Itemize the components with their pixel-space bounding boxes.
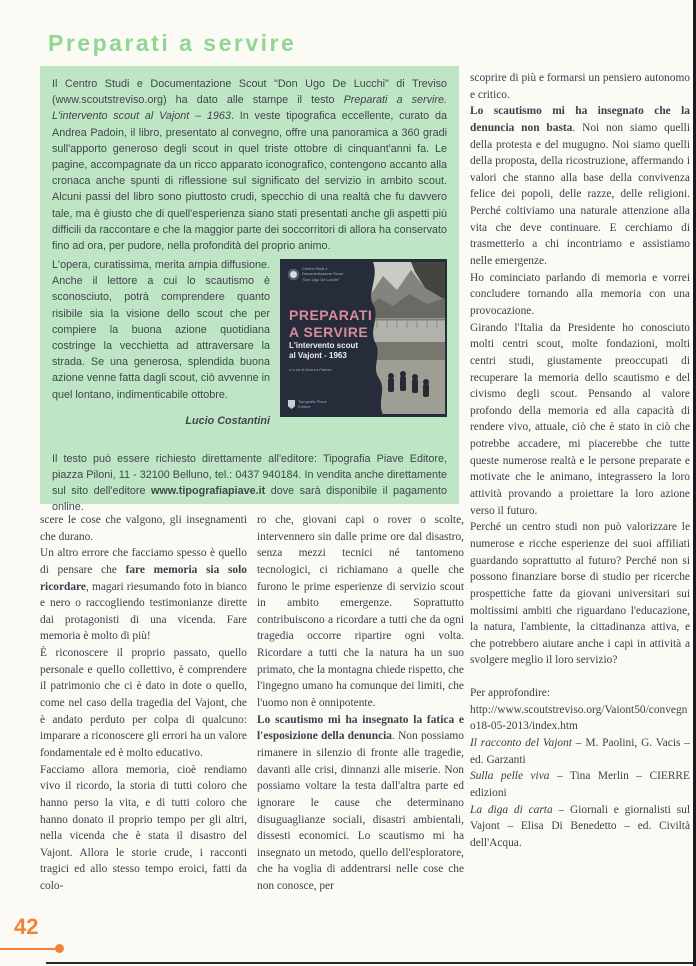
cover-title-line: PREPARATI <box>289 307 373 324</box>
cover-curator-line: a cura di Andrea Padoin <box>289 367 332 373</box>
opera-text-block <box>52 257 270 437</box>
paragraph: Lo scautismo mi ha insegnato la fatica e l'esposizione della denuncia. Non possiamo rimanere in silenzio di fronte alle tragedie, davanti alle crisi, dinnanzi alle miserie. Non possiamo voltare la testa dall'altra parte ed ignorare le cause che determinano disuguaglianze sociali, disastri ambientali, dissesti economici. Lo scautismo mi ha insegnato un metodo, quello dell'esploratore, che ha voglia di addentrarsi nelle cose che non conosce, per <box>257 713 464 893</box>
paragraph: Lo scautismo mi ha insegnato che la denuncia non basta. Noi non siamo quelli della protesta e del mugugno. Noi siamo quelli della proposta, della ricostruzione, affermando i valori che stanno alla base della convivenza felice dei popoli, delle razze, delle religioni. Perché coltiviamo una naturale attenzione alla vita che deve continuare. E cerchiamo di trasmetterlo a chi incontriamo e assistiamo nelle emergenze. <box>470 105 691 268</box>
cover-org-line: Documentazione Scout <box>302 271 344 277</box>
reference-item: Sulla pelle viva – Tina Merlin – CIERRE edizioni <box>470 770 690 799</box>
paragraph: scere le cose che valgono, gli insegnamenti che durano. <box>40 514 247 543</box>
paragraph: Ho cominciato parlando di memoria e vorrei concludere tornando alla memoria con una provocazione. <box>470 271 690 317</box>
paragraph: scoprire di più e formarsi un pensiero autonomo e critico. <box>470 72 690 101</box>
opera-paragraph: L'opera, curatissima, merita ampia diffusione. Anche il lettore a cui lo scautismo è sconosciuto, potrà comprendere quanto risibile sia la visione dello scout che per compiere la buona azione quotidiana costringe la vecchietta ad attraversare la strada. Se una generosa, splendida buona azione venne fatta dagli scout, ciò avvenne in quel lontano, indimenticabile ottobre. <box>52 259 270 401</box>
publisher-line: Tipografia Piave <box>298 398 327 404</box>
article-highlight-box <box>40 66 459 514</box>
paragraph: È riconoscere il proprio passato, quello personale e quello collettivo, è comprendere il patrimonio che ci è dato in dote o quello, come nel caso della tragedia del Vajont, che è andato perduto per colpa di qualcuno: imparare a riconoscere gli errori ha un valore fondamentale ed è molto educativo. <box>40 647 247 759</box>
cover-subtitle-line: al Vajont - 1963 <box>289 351 347 361</box>
publisher-logo-icon <box>288 400 295 409</box>
cover-org-line: Centro Studi e <box>302 266 328 272</box>
page-number: 42 <box>14 914 39 939</box>
article-intro-paragraph: Il Centro Studi e Documentazione Scout "Don Ugo De Lucchi" di Treviso (www.scoutstreviso.org) ha dato alle stampe il testo Preparati a servire. L'intervento scout al Vajont – 1963. In veste tipografica eccellente, curato da Andrea Padoin, il libro, presentato al convegno, offre una panoramica a 360 gradi sull'apporto generoso degli scout in quel triste ottobre di cinquant'anni fa. Le pagine, accompagnate da un ricco apparato iconografico, contengono accanto alla cronaca anche spunti di riflessione sul significato del servizio in ambito scout. Alcuni passi del libro sono piuttosto crudi, specchio di una realtà che fu davvero tale, ma è giusto che di quell'esperienza siano stati presentati anche gli aspetti più difficili da raccontare e che la maggior parte dei soccorritori di allora ha conservato fino ad ora, per pudore, nella profondità del proprio animo. <box>52 78 447 252</box>
publisher-text <box>298 399 327 410</box>
further-reading-heading: Per approfondire: <box>470 687 551 700</box>
cover-title <box>289 307 372 340</box>
cover-org-header <box>288 266 343 282</box>
text-column-1 <box>40 512 247 895</box>
paragraph: Girando l'Italia da Presidente ho conosciuto molti centri scout, molte fondazioni, molti centri studi, giustamente preoccupati di recuperare la memoria dello scautismo e del civismo degli scout. Pensando al valore profondo della memoria ed alla capacità di rendere vivo, attuale, ciò che è stato in ciò che potrebbe accadere, mi piacerebbe che tutte queste numerose realtà e le persone preparate e motivate che le animano, integrassero la loro attività provando a proiettare la loro azione verso il futuro. <box>470 321 690 517</box>
paragraph: Perché un centro studi non può valorizzare le numerose e ricche esperienze dei suoi affiliati guardando soprattutto al futuro? Perché non si possono finanziare borse di studio per ricerche prospettiche fatte da giovani universitari sui moltissimi ambiti che riguardano l'educazione, la natura, l'ambiente, la cittadinanza attiva, e che potrebbero aiutare anche i capi in attività a svolgere meglio il loro servizio? <box>470 521 690 667</box>
cover-publisher <box>288 399 327 410</box>
page-number-rule <box>0 948 58 950</box>
reference-item: La diga di carta – Giornali e giornalisti sul Vajont – Elisa Di Benedetto – ed. Civiltà dell'Acqua. <box>470 803 690 849</box>
centro-studi-logo-icon <box>288 269 299 280</box>
article-title: Preparati a servire <box>48 30 297 56</box>
cover-subtitle-line: L'intervento scout <box>289 341 359 351</box>
text-column-3 <box>470 70 690 851</box>
editor-note-paragraph: Il testo può essere richiesto direttamente all'editore: Tipografia Piave Editore, piazza Piloni, 11 - 32100 Belluno, tel.: 0437 940184. In vendita anche direttamente sul sito dell'editore www.tipografiapiave.it dove sarà disponibile il pagamento online. <box>52 452 448 514</box>
further-reading-url: http://www.scoutstreviso.org/Vaiont50/convegno18-05-2013/index.htm <box>470 703 688 733</box>
paragraph: Facciamo allora memoria, cioè rendiamo vivo il ricordo, la storia di tutti coloro che hanno perso la vita, e di tutti coloro che hanno donato il proprio tempo per gli altri, nella vicenda che è stata il disastro del Vajont. Allora le storie crude, i racconti tragici ed allo stesso tempo eroici, fatti da colo- <box>40 763 247 893</box>
publisher-line: Editore <box>298 404 311 410</box>
paragraph: Un altro errore che facciamo spesso è quello di pensare che fare memoria sia solo ricordare, magari riesumando foto in bianco e nero o raccogliendo testimonianze dirette dai protagonisti di una vicenda. Fare memoria è molto di più! <box>40 547 247 643</box>
text-and-cover-row <box>52 257 447 437</box>
cover-title-line: A SERVIRE <box>289 323 369 340</box>
page-number-dot <box>55 944 64 953</box>
author-byline: Lucio Costantini <box>185 414 270 427</box>
book-cover-image <box>280 259 447 417</box>
text-column-2 <box>257 512 464 895</box>
cover-org-line: "Don Ugo De Lucchi" <box>302 276 340 282</box>
paragraph: ro che, giovani capi o rover o scolte, intervennero sin dalle prime ore dal disastro, senza mezzi tecnici né tantomeno tecnologici, ci richiamano a quelle che furono le prime esperienze di servizio scout in ambito emergenze. Soprattutto contribuiscono a ricordare a tutti che da ogni tragedia occorre ripartire ogni volta. Ricordare a tutti che la natura ha un suo primato, che la montagna chiede rispetto, che l'ingegno umano ha comunque dei limiti, che l'uomo non è onnipotente. <box>257 514 464 710</box>
cover-org-text <box>302 266 343 282</box>
cover-subtitle <box>289 341 358 362</box>
body-columns <box>40 512 464 895</box>
reference-item: Il racconto del Vajont – M. Paolini, G. Vacis – ed. Garzanti <box>470 736 690 766</box>
scan-edge-bottom <box>46 962 693 964</box>
